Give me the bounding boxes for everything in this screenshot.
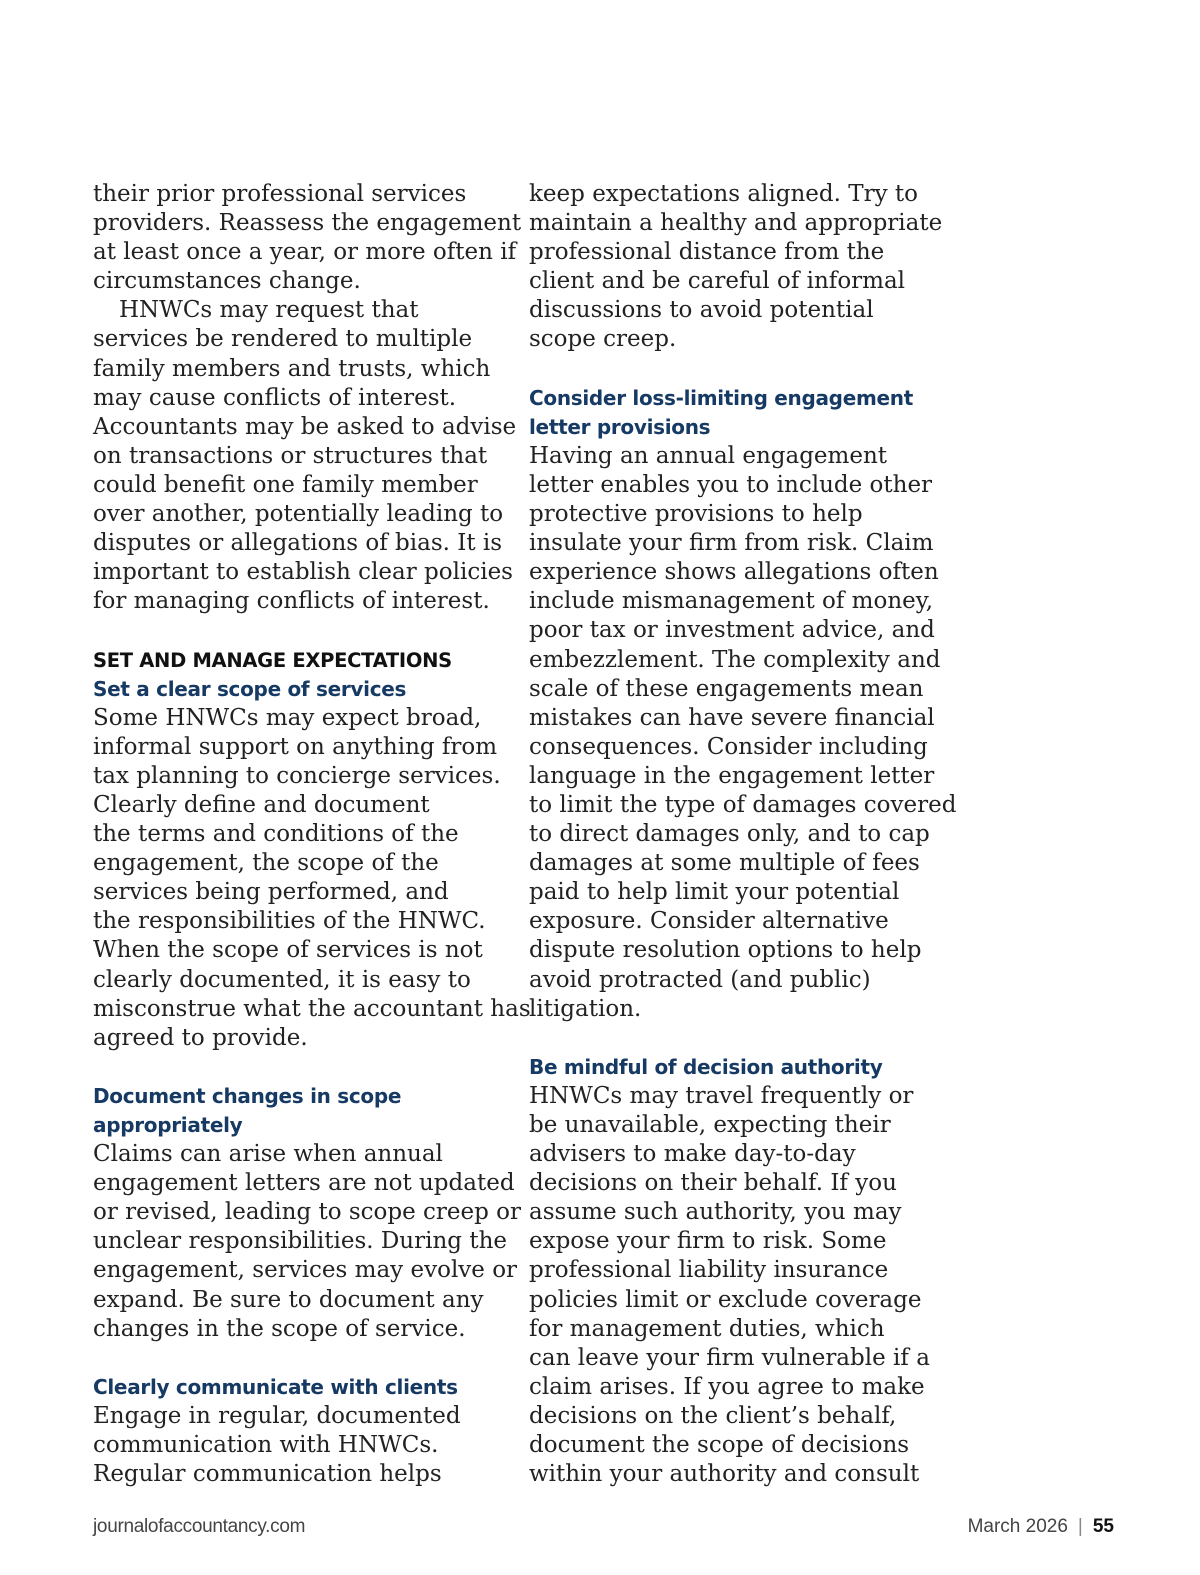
- paragraph-line: at least once a year, or more often if: [93, 239, 517, 266]
- paragraph-line: changes in the scope of service.: [93, 1315, 466, 1342]
- paragraph-line: assume such authority, you may: [529, 1199, 902, 1226]
- paragraph-line: Engage in regular, documented: [93, 1402, 461, 1429]
- paragraph-line: or revised, leading to scope creep or: [93, 1199, 522, 1226]
- paragraph-line: circumstances change.: [93, 268, 361, 295]
- subheading: appropriately: [93, 1113, 243, 1137]
- paragraph-line: to direct damages only, and to cap: [529, 821, 930, 848]
- paragraph-line: scope creep.: [529, 326, 677, 353]
- paragraph-line: Accountants may be asked to advise: [93, 413, 517, 440]
- paragraph-line: unclear responsibilities. During the: [93, 1228, 507, 1255]
- subheading: Clearly communicate with clients: [93, 1374, 458, 1399]
- paragraph-line: scale of these engagements mean: [529, 675, 924, 702]
- subheading: Document changes in scope: [93, 1083, 402, 1108]
- paragraph-line: on transactions or structures that: [93, 442, 488, 469]
- paragraph-line: engagement, the scope of the: [93, 850, 439, 877]
- paragraph-line: expand. Be sure to document any: [93, 1286, 484, 1313]
- paragraph-line: clearly documented, it is easy to: [93, 966, 471, 993]
- paragraph-line: When the scope of services is not: [93, 937, 483, 964]
- paragraph-line: expose your firm to risk. Some: [529, 1228, 887, 1255]
- page-number: 55: [1092, 1516, 1114, 1537]
- paragraph-line: may cause conflicts of interest.: [93, 384, 457, 411]
- paragraph-line: include mismanagement of money,: [529, 588, 934, 615]
- paragraph-line: Having an annual engagement: [529, 442, 888, 469]
- paragraph-line: be unavailable, expecting their: [529, 1112, 891, 1138]
- paragraph-line: to limit the type of damages covered: [529, 791, 957, 818]
- section-heading: SET AND MANAGE EXPECTATIONS: [93, 648, 452, 672]
- footer-separator: |: [1077, 1516, 1083, 1537]
- paragraph-line: decisions on their behalf. If you: [529, 1170, 897, 1197]
- paragraph-line: over another, potentially leading to: [93, 501, 504, 528]
- footer-site[interactable]: journalofaccountancy.com: [93, 1516, 306, 1537]
- paragraph-line: mistakes can have severe financial: [529, 704, 935, 731]
- paragraph-line: misconstrue what the accountant has: [93, 995, 531, 1022]
- paragraph-line: agreed to provide.: [93, 1024, 308, 1051]
- right-column: [529, 180, 957, 1489]
- paragraph-gap: [529, 1024, 949, 1053]
- paragraph-line: Regular communication helps: [93, 1461, 442, 1488]
- subheading: Consider loss-limiting engagement: [529, 385, 913, 410]
- paragraph-line: damages at some multiple of fees: [529, 850, 920, 877]
- paragraph-line: Clearly define and document: [93, 791, 430, 818]
- subheading: Set a clear scope of services: [93, 676, 407, 701]
- paragraph-line: consequences. Consider including: [529, 733, 928, 760]
- paragraph-line: language in the engagement letter: [529, 762, 935, 789]
- paragraph-line: decisions on the client’s behalf,: [529, 1402, 897, 1429]
- paragraph-line: policies limit or exclude coverage: [529, 1286, 922, 1313]
- paragraph-line: insulate your firm from risk. Claim: [529, 530, 934, 557]
- paragraph-line: informal support on anything from: [93, 733, 498, 760]
- paragraph-line: client and be careful of informal: [529, 268, 906, 295]
- footer-right: [968, 1516, 1114, 1538]
- paragraph-line: services be rendered to multiple: [93, 326, 473, 353]
- paragraph-line: avoid protracted (and public): [529, 966, 871, 993]
- paragraph-line: paid to help limit your potential: [529, 879, 900, 906]
- paragraph-line: their prior professional services: [93, 181, 467, 207]
- paragraph-line: document the scope of decisions: [529, 1432, 910, 1459]
- paragraph-gap: [93, 616, 518, 645]
- paragraph-line: tax planning to concierge services.: [93, 762, 501, 789]
- paragraph-line: advisers to make day-to-day: [529, 1141, 856, 1168]
- paragraph-line: engagement, services may evolve or: [93, 1257, 518, 1284]
- paragraph-line: professional liability insurance: [529, 1257, 889, 1284]
- paragraph-line: keep expectations aligned. Try to: [529, 181, 918, 207]
- paragraph-line: can leave your firm vulnerable if a: [529, 1344, 930, 1371]
- paragraph-line: discussions to avoid potential: [529, 297, 874, 324]
- paragraph-line: Claims can arise when annual: [93, 1141, 443, 1168]
- paragraph-line: HNWCs may travel frequently or: [529, 1082, 914, 1109]
- subheading: Be mindful of decision authority: [529, 1054, 883, 1079]
- left-column: [93, 180, 531, 1489]
- paragraph-line: the responsibilities of the HNWC.: [93, 908, 486, 935]
- paragraph-line: HNWCs may request that: [119, 297, 419, 324]
- paragraph-gap: [93, 1053, 518, 1082]
- paragraph-line: within your authority and consult: [529, 1461, 920, 1488]
- paragraph-line: dispute resolution options to help: [529, 937, 922, 964]
- paragraph-line: letter enables you to include other: [529, 471, 933, 498]
- paragraph-line: embezzlement. The complexity and: [529, 646, 941, 673]
- subheading: letter provisions: [529, 414, 711, 439]
- paragraph-line: for managing conflicts of interest.: [93, 588, 490, 615]
- paragraph-line: experience shows allegations often: [529, 559, 939, 586]
- paragraph-line: Some HNWCs may expect broad,: [93, 704, 482, 731]
- paragraph-gap: [93, 1344, 518, 1373]
- paragraph-line: communication with HNWCs.: [93, 1432, 439, 1459]
- paragraph-line: could benefit one family member: [93, 471, 478, 498]
- paragraph-line: protective provisions to help: [529, 501, 863, 528]
- paragraph-line: claim arises. If you agree to make: [529, 1373, 925, 1400]
- paragraph-line: disputes or allegations of bias. It is: [93, 530, 503, 557]
- paragraph-line: litigation.: [529, 995, 642, 1022]
- paragraph-line: the terms and conditions of the: [93, 821, 459, 848]
- paragraph-gap: [529, 355, 949, 384]
- paragraph-line: poor tax or investment advice, and: [529, 617, 935, 644]
- paragraph-line: engagement letters are not updated: [93, 1170, 515, 1197]
- footer-date: March 2026: [967, 1516, 1068, 1537]
- paragraph-line: for management duties, which: [529, 1315, 885, 1342]
- paragraph-line: professional distance from the: [529, 239, 885, 266]
- paragraph-line: maintain a healthy and appropriate: [529, 210, 943, 237]
- paragraph-line: providers. Reassess the engagement: [93, 210, 522, 237]
- paragraph-line: family members and trusts, which: [93, 355, 491, 382]
- paragraph-line: services being performed, and: [93, 879, 449, 906]
- paragraph-line: important to establish clear policies: [93, 559, 513, 586]
- paragraph-line: exposure. Consider alternative: [529, 908, 889, 935]
